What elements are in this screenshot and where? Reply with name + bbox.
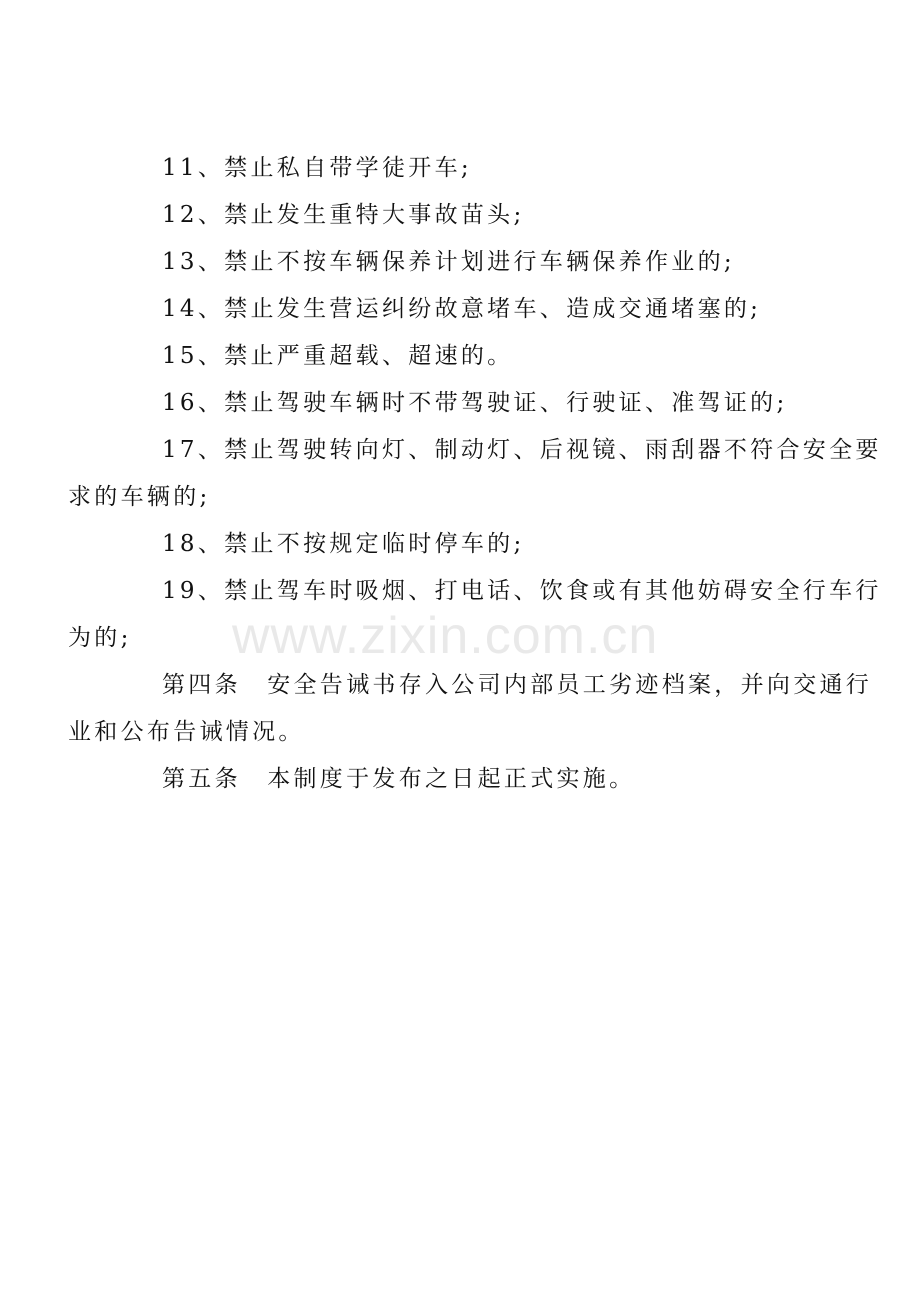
- list-item-13: [115, 239, 827, 286]
- list-item-text: 18、禁止不按规定临时停车的;: [162, 531, 525, 557]
- list-item-text: 13、禁止不按车辆保养计划进行车辆保养作业的;: [162, 249, 735, 275]
- list-item-text: 12、禁止发生重特大事故苗头;: [162, 202, 525, 228]
- list-item-18: [115, 521, 827, 568]
- list-item-text: 11、禁止私自带学徒开车;: [162, 155, 472, 181]
- article-4: [68, 662, 873, 756]
- watermark: www.zixin.com.cn: [232, 607, 659, 665]
- list-item-text-line2: 为的;: [68, 625, 132, 651]
- list-item-text-line1: 17、禁止驾驶转向灯、制动灯、后视镜、雨刮器不符合安全要: [162, 437, 882, 463]
- list-item-16: [115, 380, 827, 427]
- article-4-line2: 业和公布告诫情况。: [68, 719, 305, 745]
- document-body: [68, 145, 882, 803]
- article-5: [115, 756, 827, 803]
- list-item-11: [115, 145, 827, 192]
- article-5-text: 第五条 本制度于发布之日起正式实施。: [162, 766, 636, 792]
- list-item-19: [68, 568, 882, 662]
- list-item-12: [115, 192, 827, 239]
- list-item-text-line1: 19、禁止驾车时吸烟、打电话、饮食或有其他妨碍安全行车行: [162, 578, 882, 604]
- list-item-text-line2: 求的车辆的;: [68, 484, 211, 510]
- list-item-14: [115, 286, 827, 333]
- list-item-text: 14、禁止发生营运纠纷故意堵车、造成交通堵塞的;: [162, 296, 762, 322]
- article-4-line1: 第四条 安全告诫书存入公司内部员工劣迹档案，并向交通行: [162, 672, 873, 698]
- list-item-15: [115, 333, 827, 380]
- list-item-17: [68, 427, 882, 521]
- list-item-text: 15、禁止严重超载、超速的。: [162, 343, 514, 369]
- list-item-text: 16、禁止驾驶车辆时不带驾驶证、行驶证、准驾证的;: [162, 390, 788, 416]
